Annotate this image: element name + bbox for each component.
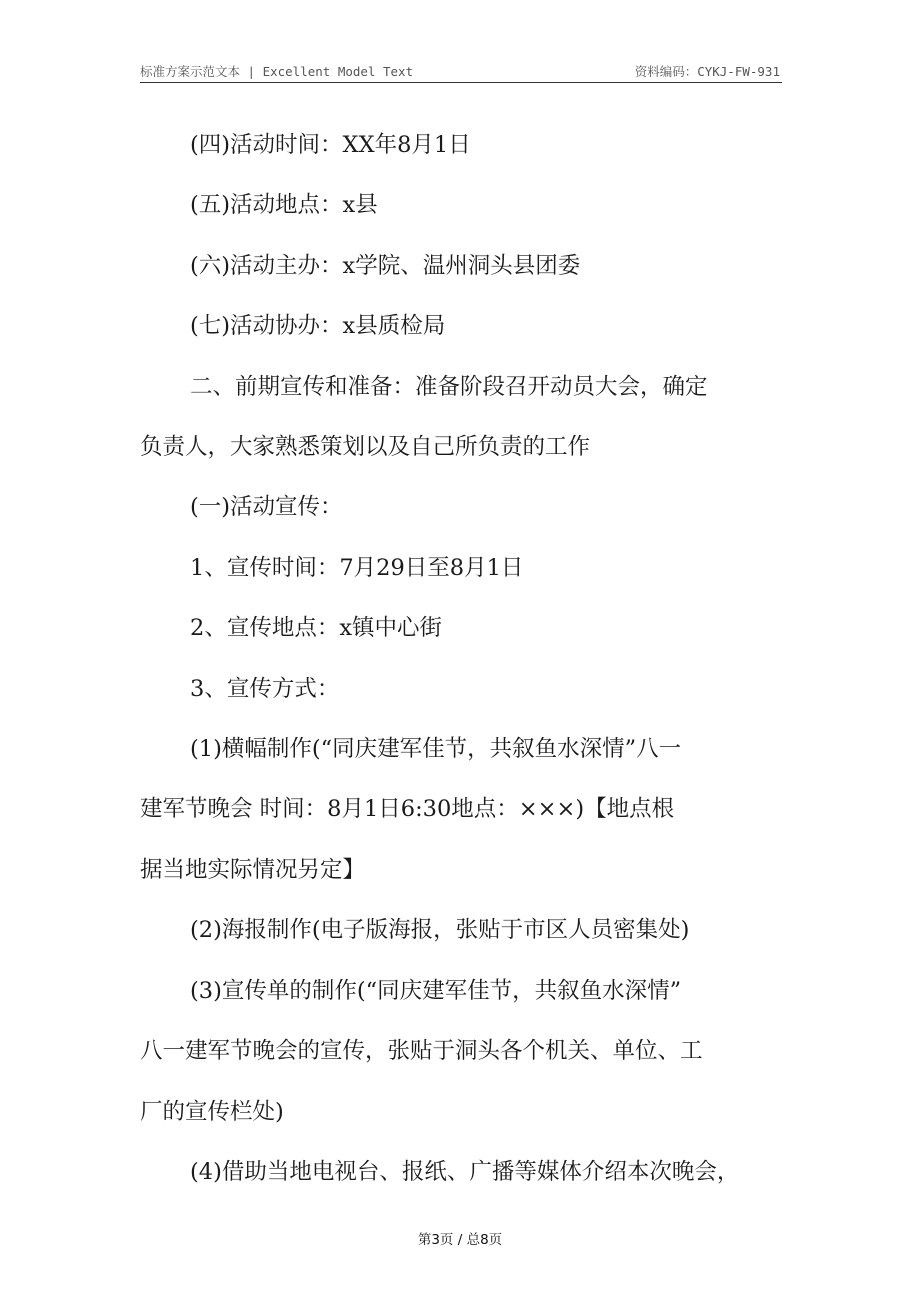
- paragraph-line: (4)借助当地电视台、报纸、广播等媒体介绍本次晚会，: [190, 1158, 740, 1185]
- document-code: 资料编码：CYKJ-FW-931: [634, 64, 780, 79]
- paragraph-line: (一)活动宣传：: [190, 494, 343, 521]
- header-divider: [140, 82, 782, 83]
- page-header: [140, 62, 780, 82]
- paragraph-line: 二、前期宣传和准备：准备阶段召开动员大会，确定: [190, 373, 708, 400]
- paragraph-line: (四)活动时间：XX年8月1日: [190, 132, 471, 158]
- paragraph-line: 建军节晚会 时间：8月1日6:30地点：×××)【地点根: [140, 796, 675, 823]
- paragraph-line: (3)宣传单的制作(“同庆建军佳节，共叙鱼水深情”: [190, 977, 682, 1004]
- document-body: [140, 115, 785, 1202]
- paragraph-line: 厂的宣传栏处): [140, 1098, 284, 1125]
- paragraph-line: 2、宣传地点：x镇中心街: [190, 615, 443, 642]
- paragraph-line: (七)活动协办：x县质检局: [190, 313, 446, 340]
- paragraph-line: (1)横幅制作(“同庆建军佳节，共叙鱼水深情”八一: [190, 736, 682, 763]
- header-title: 标准方案示范文本 | Excellent Model Text: [140, 64, 414, 79]
- paragraph-line: 1、宣传时间：7月29日至8月1日: [190, 554, 524, 581]
- paragraph-line: 八一建军节晚会的宣传，张贴于洞头各个机关、单位、工: [140, 1038, 703, 1065]
- paragraph-line: 负责人，大家熟悉策划以及自己所负责的工作: [140, 434, 591, 461]
- paragraph-line: (六)活动主办：x学院、温州洞头县团委: [190, 252, 581, 279]
- paragraph-line: 据当地实际情况另定】: [140, 856, 366, 883]
- page-number: 第3页 / 总8页: [417, 1232, 503, 1248]
- paragraph-line: (五)活动地点：x县: [190, 192, 378, 219]
- paragraph-line: 3、宣传方式：: [190, 675, 340, 702]
- paragraph-line: (2)海报制作(电子版海报，张贴于市区人员密集处): [190, 917, 690, 944]
